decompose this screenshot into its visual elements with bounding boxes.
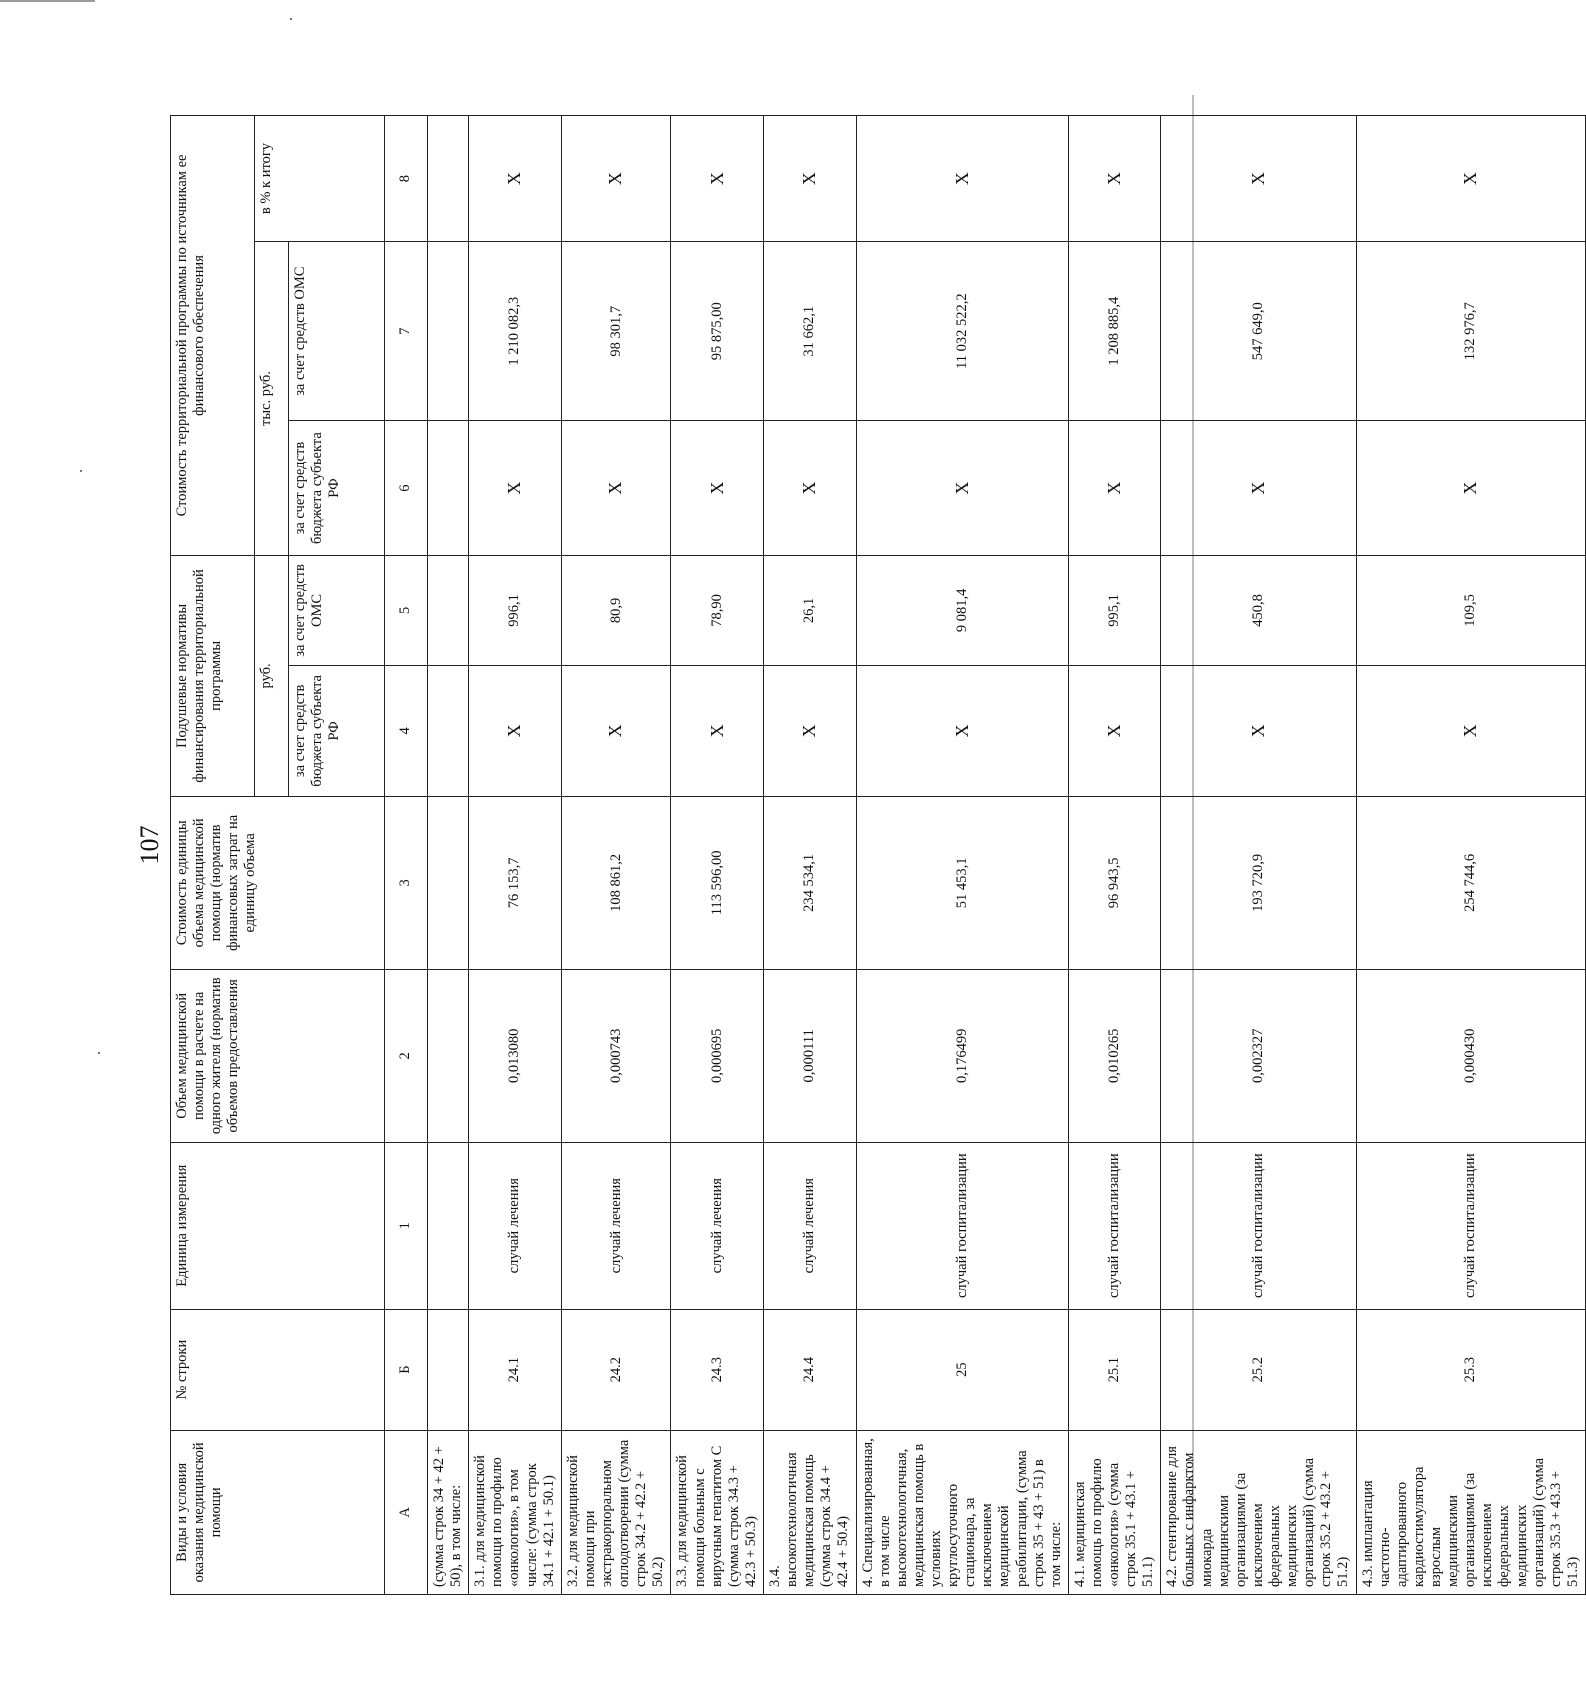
header-unit: Единица измерения xyxy=(171,1142,385,1309)
col-number: 2 xyxy=(385,969,428,1142)
header-per-capita-budget: за счет средств бюджета субъекта РФ xyxy=(289,665,385,796)
row-per-capita-budget: Х xyxy=(763,665,856,796)
row-cost-budget: Х xyxy=(1068,421,1161,556)
scan-edge-top xyxy=(0,0,95,2)
row-cost-oms: 11 032 522,2 xyxy=(856,242,1068,421)
row-unit: случай лечения xyxy=(561,1142,671,1309)
row-percent: Х xyxy=(1161,116,1356,242)
row-percent: Х xyxy=(469,116,562,242)
row-cost-budget xyxy=(428,421,469,556)
row-number: 24.4 xyxy=(763,1309,856,1430)
row-unit: случай лечения xyxy=(763,1142,856,1309)
rotated-table-container xyxy=(170,115,1581,1595)
row-cost-budget: Х xyxy=(671,421,764,556)
row-cost-budget: Х xyxy=(1356,421,1585,556)
row-per-capita-budget: Х xyxy=(856,665,1068,796)
row-unit-cost: 113 596,00 xyxy=(671,796,764,969)
row-number: 25.3 xyxy=(1356,1309,1585,1430)
row-description: 3.2. для медицинской помощи при экстракорпоральном оплодотворении (сумма строк 34.2 + 42.2 + 50.2) xyxy=(561,1430,671,1594)
row-number: 25.2 xyxy=(1161,1309,1356,1430)
row-percent xyxy=(428,116,469,242)
table-row xyxy=(561,116,671,1595)
row-unit-cost: 193 720,9 xyxy=(1161,796,1356,969)
row-percent: Х xyxy=(561,116,671,242)
row-cost-budget: Х xyxy=(469,421,562,556)
row-percent: Х xyxy=(763,116,856,242)
row-per-capita-budget: Х xyxy=(1161,665,1356,796)
header-cost-oms: за счет средств ОМС xyxy=(289,242,385,421)
row-cost-oms: 31 662,1 xyxy=(763,242,856,421)
column-number-row xyxy=(385,116,428,1595)
row-unit: случай лечения xyxy=(671,1142,764,1309)
row-description: 4.3. имплантация частотно-адаптированного кардиостимулятора взрослым медицинскими организациями (за исключением федеральных медицинских организаций) (сумма строк 35.3 + 43.3 + 51.3) xyxy=(1356,1430,1585,1594)
row-per-capita-oms: 996,1 xyxy=(469,555,562,665)
row-per-capita-budget: Х xyxy=(671,665,764,796)
row-cost-oms: 547 649,0 xyxy=(1161,242,1356,421)
scan-speck xyxy=(98,1052,100,1054)
page-number: 107 xyxy=(135,825,164,865)
row-unit: случай лечения xyxy=(469,1142,562,1309)
row-unit-cost: 234 534,1 xyxy=(763,796,856,969)
financing-table xyxy=(170,115,1586,1595)
header-percent: в % к итогу xyxy=(255,116,385,242)
row-per-capita-budget: Х xyxy=(1068,665,1161,796)
row-number: 24.2 xyxy=(561,1309,671,1430)
row-number: 24.1 xyxy=(469,1309,562,1430)
row-description: 4.1. медицинская помощь по профилю «онкология» (сумма строк 35.1 + 43.1 + 51.1) xyxy=(1068,1430,1161,1594)
row-per-capita-oms: 26,1 xyxy=(763,555,856,665)
table-row xyxy=(1068,116,1161,1595)
header-per-capita-oms: за счет средств ОМС xyxy=(289,555,385,665)
row-description: 4. Специализированная, в том числе высокотехнологичная, медицинская помощь в условиях круглосуточного стационара, за исключением медицинской реабилитации, (сумма строк 35 + 43 + 51) в том числе: xyxy=(856,1430,1068,1594)
row-per-capita-budget: Х xyxy=(469,665,562,796)
col-number: 4 xyxy=(385,665,428,796)
row-volume: 0,000695 xyxy=(671,969,764,1142)
header-types: Виды и условия оказания медицинской помощи xyxy=(171,1430,385,1594)
col-number: Б xyxy=(385,1309,428,1430)
row-unit-cost: 76 153,7 xyxy=(469,796,562,969)
row-per-capita-oms: 80,9 xyxy=(561,555,671,665)
row-cost-budget: Х xyxy=(561,421,671,556)
scan-speck xyxy=(80,470,82,472)
table-row xyxy=(671,116,764,1595)
row-percent: Х xyxy=(671,116,764,242)
row-per-capita-oms: 450,8 xyxy=(1161,555,1356,665)
row-volume: 0,010265 xyxy=(1068,969,1161,1142)
table-body xyxy=(428,116,1586,1595)
col-number: 1 xyxy=(385,1142,428,1309)
row-cost-oms: 95 875,00 xyxy=(671,242,764,421)
row-cost-oms: 132 976,7 xyxy=(1356,242,1585,421)
row-unit xyxy=(428,1142,469,1309)
row-per-capita-oms: 995,1 xyxy=(1068,555,1161,665)
row-per-capita-oms: 78,90 xyxy=(671,555,764,665)
header-thous-rub: тыс. руб. xyxy=(255,242,289,556)
header-cost-budget: за счет средств бюджета субъекта РФ xyxy=(289,421,385,556)
row-percent: Х xyxy=(856,116,1068,242)
table-row xyxy=(763,116,856,1595)
table-row xyxy=(1356,116,1585,1595)
row-description: 3.1. для медицинской помощи по профилю «онкология», в том числе: (сумма строк 34.1 + 42.1 + 50.1) xyxy=(469,1430,562,1594)
col-number: А xyxy=(385,1430,428,1594)
row-per-capita-budget: Х xyxy=(561,665,671,796)
row-unit: случай госпитализации xyxy=(856,1142,1068,1309)
header-rub: руб. xyxy=(255,555,289,796)
row-cost-oms xyxy=(428,242,469,421)
row-per-capita-budget: Х xyxy=(1356,665,1585,796)
row-cost-budget: Х xyxy=(763,421,856,556)
header-cost-total: Стоимость территориальной программы по источникам ее финансового обеспечения xyxy=(171,116,255,556)
row-number: 25.1 xyxy=(1068,1309,1161,1430)
row-unit-cost: 51 453,1 xyxy=(856,796,1068,969)
row-percent: Х xyxy=(1068,116,1161,242)
col-number: 7 xyxy=(385,242,428,421)
row-volume: 0,013080 xyxy=(469,969,562,1142)
row-cost-oms: 1 210 082,3 xyxy=(469,242,562,421)
col-number: 3 xyxy=(385,796,428,969)
scan-speck xyxy=(290,18,292,20)
row-unit: случай госпитализации xyxy=(1161,1142,1356,1309)
col-number: 6 xyxy=(385,421,428,556)
table-row xyxy=(856,116,1068,1595)
row-number xyxy=(428,1309,469,1430)
row-unit-cost xyxy=(428,796,469,969)
row-per-capita-oms: 9 081,4 xyxy=(856,555,1068,665)
header-per-capita: Подушевые нормативы финансирования территориальной программы xyxy=(171,555,255,796)
row-volume: 0,000111 xyxy=(763,969,856,1142)
row-unit-cost: 96 943,5 xyxy=(1068,796,1161,969)
col-number: 8 xyxy=(385,116,428,242)
row-volume: 0,002327 xyxy=(1161,969,1356,1142)
row-volume: 0,000430 xyxy=(1356,969,1585,1142)
row-number: 25 xyxy=(856,1309,1068,1430)
header-volume: Объем медицинской помощи в расчете на одного жителя (норматив объемов предоставления xyxy=(171,969,385,1142)
row-description: 3.4. высокотехнологичная медицинская помощь (сумма строк 34.4 + 42.4 + 50.4) xyxy=(763,1430,856,1594)
row-cost-oms: 98 301,7 xyxy=(561,242,671,421)
row-cost-oms: 1 208 885,4 xyxy=(1068,242,1161,421)
row-description: 4.2. стентирование для больных с инфарктом миокарда медицинскими организациями (за исключением федеральных медицинских организаций) (сумма строк 35.2 + 43.2 + 51.2) xyxy=(1161,1430,1356,1594)
row-per-capita-oms: 109,5 xyxy=(1356,555,1585,665)
header-cost-unit: Стоимость единицы объема медицинской помощи (норматив финансовых затрат на единицу объема xyxy=(171,796,385,969)
row-volume: 0,176499 xyxy=(856,969,1068,1142)
row-unit-cost: 108 861,2 xyxy=(561,796,671,969)
row-unit: случай госпитализации xyxy=(1356,1142,1585,1309)
table-row xyxy=(1161,116,1356,1595)
row-number: 24.3 xyxy=(671,1309,764,1430)
header-row-no: № строки xyxy=(171,1309,385,1430)
row-cost-budget: Х xyxy=(856,421,1068,556)
col-number: 5 xyxy=(385,555,428,665)
row-volume xyxy=(428,969,469,1142)
row-per-capita-budget xyxy=(428,665,469,796)
row-per-capita-oms xyxy=(428,555,469,665)
table-row xyxy=(469,116,562,1595)
row-cost-budget: Х xyxy=(1161,421,1356,556)
row-unit-cost: 254 744,6 xyxy=(1356,796,1585,969)
row-description: (сумма строк 34 + 42 + 50), в том числе: xyxy=(428,1430,469,1594)
row-description: 3.3. для медицинской помощи больным с вирусным гепатитом С (сумма строк 34.3 + 42.3 + 50.3) xyxy=(671,1430,764,1594)
row-percent: Х xyxy=(1356,116,1585,242)
table-row xyxy=(428,116,469,1595)
row-unit: случай госпитализации xyxy=(1068,1142,1161,1309)
row-volume: 0,000743 xyxy=(561,969,671,1142)
